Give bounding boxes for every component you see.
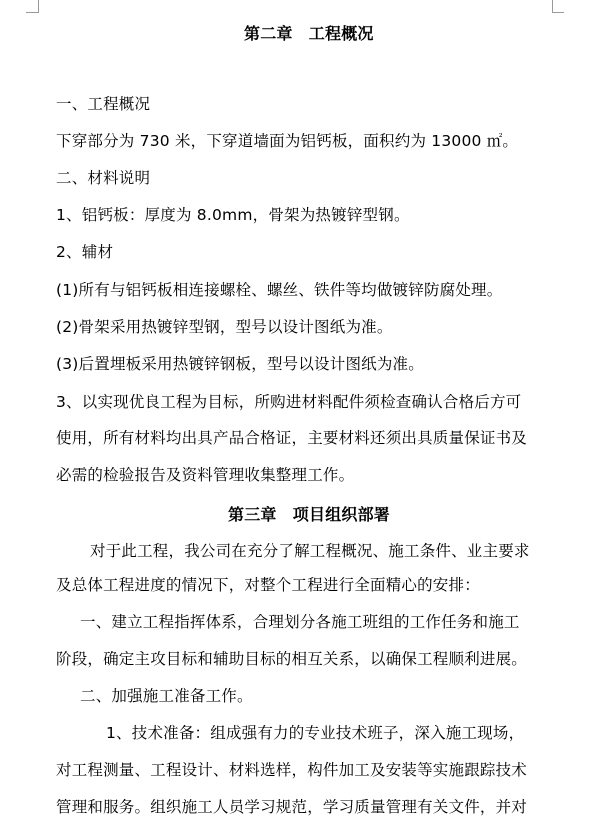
intro-line1: 对于此工程，我公司在充分了解工程概况、施工条件、业主要求 — [90, 542, 530, 560]
p1-line2: 阶段，确定主攻目标和辅助目标的相互关系，以确保工程顺利进展。 — [56, 650, 528, 668]
p2-heading: 二、加强施工准备工作。 — [80, 687, 253, 705]
item2: 2、辅材 — [56, 243, 114, 261]
item3-line1: 3、以实现优良工程为目标，所购进材料配件须检查确认合格后方可 — [56, 393, 522, 411]
crop-mark-top-left — [38, 0, 39, 13]
sub-item2: (2)骨架采用热镀锌型钢，型号以设计图纸为准。 — [56, 318, 393, 336]
section2-heading: 二、材料说明 — [56, 169, 151, 187]
p1-line1: 一、建立工程指挥体系，合理划分各施工班组的工作任务和施工 — [80, 613, 520, 631]
chapter3-title: 第三章 项目组织部署 — [228, 505, 391, 524]
sub-item3: (3)后置埋板采用热镀锌钢板，型号以设计图纸为准。 — [56, 355, 424, 373]
item3-line3: 必需的检验报告及资料管理收集整理工作。 — [56, 466, 355, 484]
chapter2-title: 第二章 工程概况 — [244, 24, 374, 43]
crop-mark-top-right-h — [552, 12, 564, 13]
item3-line2: 使用，所有材料均出具产品合格证，主要材料还须出具质量保证书及 — [56, 429, 528, 447]
section1-text: 下穿部分为 730 米，下穿道墙面为铝钙板，面积约为 13000 ㎡。 — [56, 132, 519, 150]
p2-item1-line2: 对工程测量、工程设计、材料选样，构件加工及安装等实施跟踪技术 — [56, 761, 528, 779]
section1-heading: 一、工程概况 — [56, 95, 151, 113]
sub-item1: (1)所有与铝钙板相连接螺栓、螺丝、铁件等均做镀锌防腐处理。 — [56, 281, 503, 299]
intro-line2: 及总体工程进度的情况下，对整个工程进行全面精心的安排： — [56, 576, 480, 594]
crop-mark-top-left-h — [26, 12, 38, 13]
crop-mark-top-right — [552, 0, 553, 12]
p2-item1-line3: 管理和服务。组织施工人员学习规范，学习质量管理有关文件，并对 — [56, 798, 528, 816]
p2-item1-line1: 1、技术准备：组成强有力的专业技术班子，深入施工现场， — [106, 724, 525, 742]
item1: 1、铝钙板：厚度为 8.0mm，骨架为热镀锌型钢。 — [56, 206, 410, 224]
